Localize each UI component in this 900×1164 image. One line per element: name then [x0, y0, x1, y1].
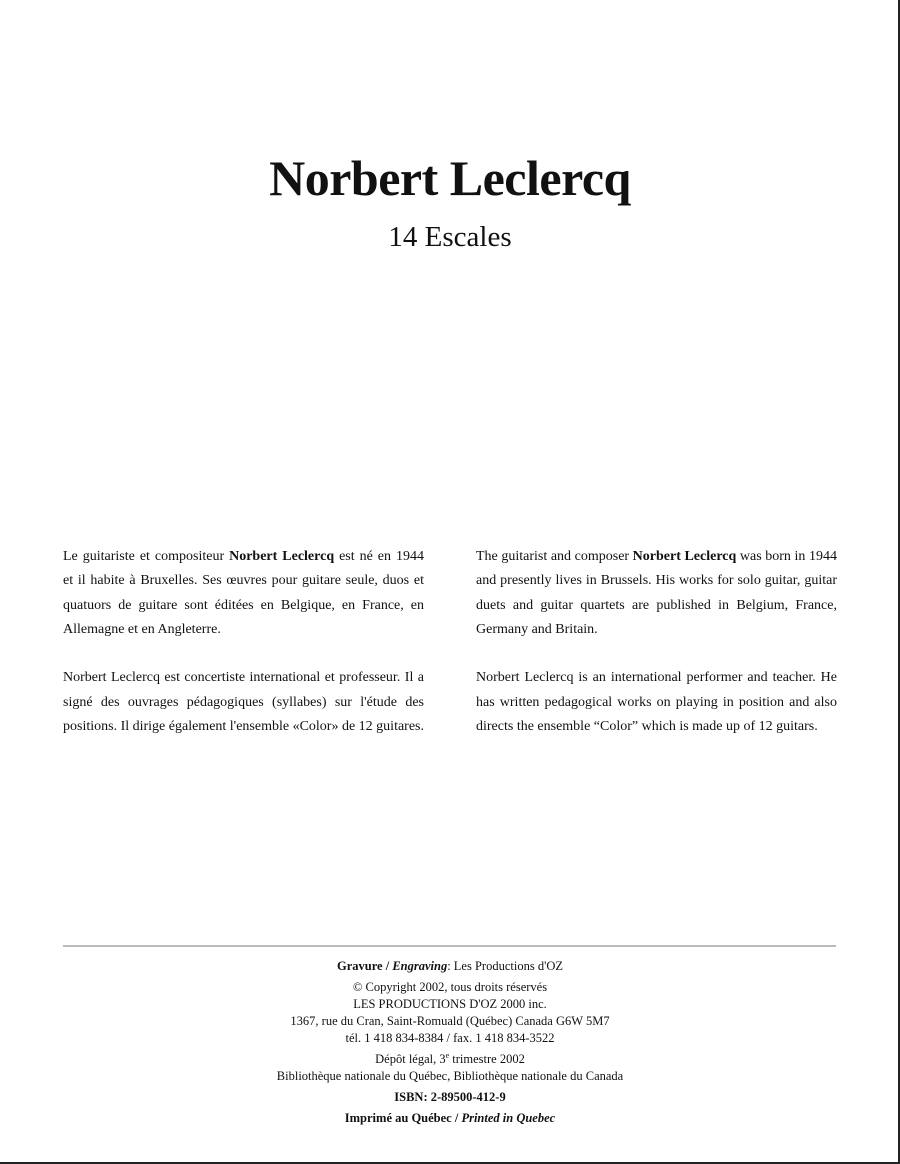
libraries: Bibliothèque nationale du Québec, Bibliothèque nationale du Canada: [276, 1069, 624, 1083]
bio-en-composer-name: Norbert Leclercq: [632, 549, 737, 564]
isbn-value: ISBN: 2-89500-412-9: [394, 1090, 506, 1104]
work-title: 14 Escales: [388, 221, 512, 253]
engraving-label-en: Engraving: [392, 959, 448, 973]
copyright-notice: © Copyright 2002, tous droits réservés: [352, 980, 548, 994]
biography-english: [476, 545, 837, 764]
isbn: [0, 1089, 900, 1106]
printed-in-en: Printed in Quebec: [461, 1111, 556, 1125]
horizontal-divider: [63, 945, 836, 947]
biography-french: [63, 545, 424, 764]
printed-in-separator: /: [451, 1111, 462, 1125]
engraving-value: : Les Productions d'OZ: [447, 959, 563, 973]
colophon: [0, 958, 900, 1127]
bio-fr-composer-name: Norbert Leclercq: [229, 549, 335, 564]
publisher-name: LES PRODUCTIONS D'OZ 2000 inc.: [353, 997, 547, 1011]
bio-en-text: The guitarist and composer: [476, 549, 633, 564]
bio-fr-text: Le guitariste et compositeur: [63, 549, 230, 564]
legal-deposit-text-cont: trimestre 2002: [449, 1052, 525, 1066]
bio-fr-text-cont: est né en 1944 et il habite à Bruxelles. Ses œuvres pour guitare seule, duos et quatuors de guitare sont éditées en Belgique, en France, en Allemagne et en Angleterre.: [63, 549, 424, 637]
biography-english-paragraph-2: Norbert Leclercq is an international performer and teacher. He has written pedagogical works on playing in position and also directs the ensemble “Color” which is made up of 12 guitars.: [476, 670, 837, 735]
biography-french-paragraph-2: Norbert Leclercq est concertiste international et professeur. Il a signé des ouvrages pédagogiques (syllabes) sur l'étude des positions. Il dirige également l'ensemble «Color» de 12 guitares.: [63, 670, 424, 735]
biography-english-paragraph-1: [476, 545, 837, 642]
legal-deposit: [0, 1051, 900, 1068]
engraving-label-fr: Gravure: [336, 959, 383, 973]
legal-deposit-text: Dépôt légal, 3: [375, 1052, 446, 1066]
publisher-phone: tél. 1 418 834-8384 / fax. 1 418 834-3522: [345, 1031, 555, 1045]
biography-french-paragraph-1: [63, 545, 424, 642]
engraving-credit: [0, 958, 900, 975]
bio-en-text-cont: was born in 1944 and presently lives in Brussels. His works for solo guitar, guitar duets and guitar quartets are published in Belgium, France, Germany and Britain.: [476, 549, 837, 637]
engraving-separator: /: [382, 959, 393, 973]
legal-deposit-superscript: e: [445, 1050, 450, 1060]
printed-in-fr: Imprimé au Québec: [344, 1111, 452, 1125]
composer-name: Norbert Leclercq: [269, 150, 631, 206]
printed-in: [0, 1110, 900, 1127]
publisher-address: 1367, rue du Cran, Saint-Romuald (Québec) Canada G6W 5M7: [290, 1014, 610, 1028]
